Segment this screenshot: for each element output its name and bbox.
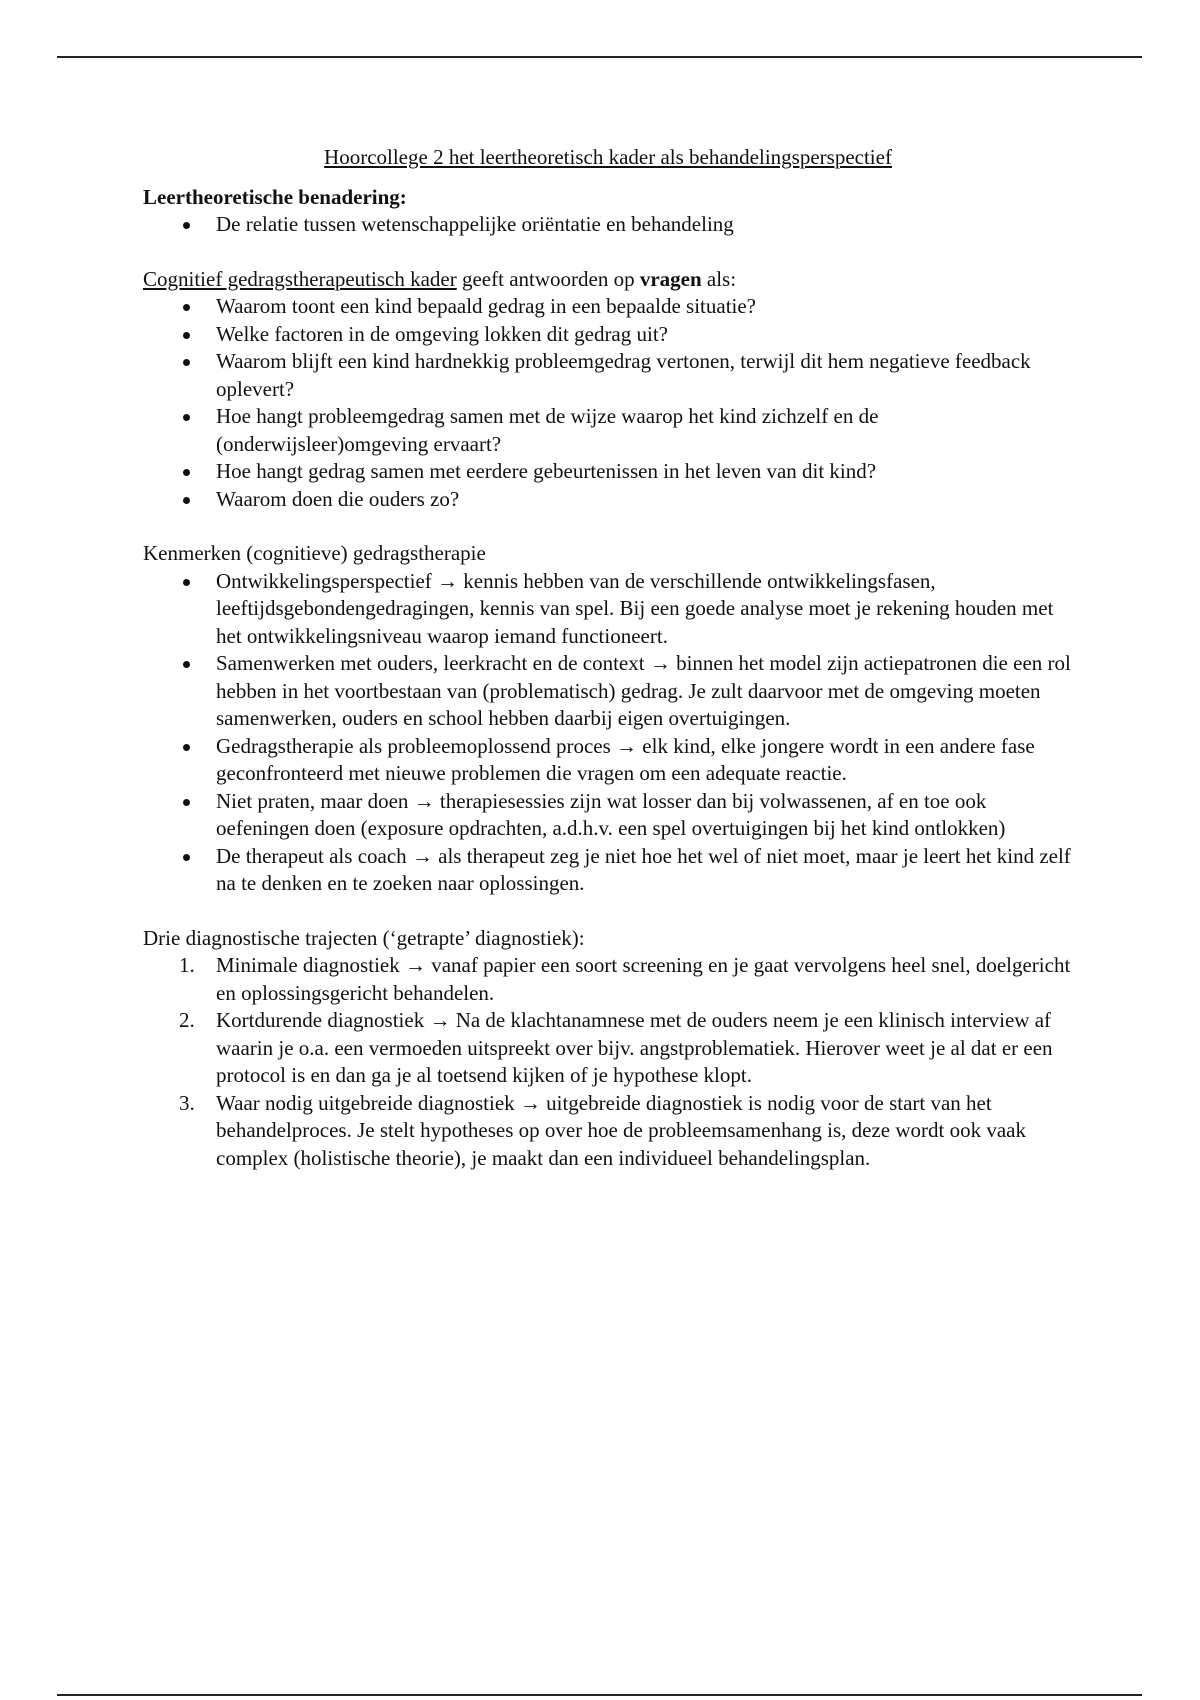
top-rule <box>57 56 1142 58</box>
section-cognitief-kader <box>143 266 1073 514</box>
list-item: Waarom doen die ouders zo? <box>143 486 1073 514</box>
list-item: De therapeut als coach → als therapeut zeg je niet hoe het wel of niet moet, maar je leert het kind zelf na te denken en te zoeken naar oplossingen. <box>143 843 1073 898</box>
section-intro <box>143 266 1073 294</box>
list-item: Ontwikkelingsperspectief → kennis hebben van de verschillende ontwikkelingsfasen, leeftijdsgebondengedragingen, kennis van spel. Bij een goede analyse moet je rekening houden met het ontwikkelingsniveau waarop iemand functioneert. <box>143 568 1073 651</box>
list-item <box>143 1007 1073 1090</box>
section-heading: Drie diagnostische trajecten (‘getrapte’ diagnostiek): <box>143 925 585 950</box>
list-item: Waarom toont een kind bepaald gedrag in een bepaalde situatie? <box>143 293 1073 321</box>
list-item: Niet praten, maar doen → therapiesessies zijn wat losser dan bij volwassenen, af en toe ook oefeningen doen (exposure opdrachten, a.d.h.v. een spel overtuigingen bij het kind ontlokken) <box>143 788 1073 843</box>
list-number: 2. <box>179 1008 195 1032</box>
list-text: Kortdurende diagnostiek → Na de klachtanamnese met de ouders neem je een klinisch interview af waarin je o.a. een vermoeden uitspreekt over bijv. angstproblematiek. Hierover weet je al dat er een protocol is en dan ga je al toetsend kijken of je hypothese klopt. <box>216 1008 1053 1087</box>
intro-end: als: <box>701 266 737 291</box>
list-item: Gedragstherapie als probleemoplossend proces → elk kind, elke jongere wordt in een andere fase geconfronteerd met nieuwe problemen die vragen om een adequate reactie. <box>143 733 1073 788</box>
section-heading: Leertheoretische benadering: <box>143 184 407 209</box>
list-item: Hoe hangt probleemgedrag samen met de wijze waarop het kind zichzelf en de (onderwijsleer)omgeving ervaart? <box>143 403 1073 458</box>
bullet-list <box>143 211 1073 239</box>
list-item <box>143 952 1073 1007</box>
list-item <box>143 1090 1073 1173</box>
list-item: De relatie tussen wetenschappelijke oriëntatie en behandeling <box>143 211 1073 239</box>
list-item: Hoe hangt gedrag samen met eerdere gebeurtenissen in het leven van dit kind? <box>143 458 1073 486</box>
bottom-rule <box>57 1694 1142 1696</box>
bullet-list <box>143 293 1073 513</box>
list-item: Waarom blijft een kind hardnekkig probleemgedrag vertonen, terwijl dit hem negatieve feedback oplevert? <box>143 348 1073 403</box>
document-body <box>143 144 1073 1199</box>
section-kenmerken <box>143 540 1073 898</box>
list-number: 3. <box>179 1090 195 1115</box>
intro-underlined: Cognitief gedragstherapeutisch kader <box>143 266 457 291</box>
document-title: Hoorcollege 2 het leertheoretisch kader als behandelingsperspectief <box>324 145 892 169</box>
list-text: Waar nodig uitgebreide diagnostiek → uitgebreide diagnostiek is nodig voor de start van het behandelproces. Je stelt hypotheses op over hoe de probleemsamenhang is, deze wordt ook vaak complex (holistische theorie), je maakt dan een individueel behandelingsplan. <box>216 1090 1026 1170</box>
list-text: Minimale diagnostiek → vanaf papier een soort screening en je gaat vervolgens heel snel, doelgericht en oplossingsgericht behandelen. <box>216 953 1071 1005</box>
list-item: Welke factoren in de omgeving lokken dit gedrag uit? <box>143 321 1073 349</box>
intro-mid: geeft antwoorden op <box>456 266 640 291</box>
section-heading: Kenmerken (cognitieve) gedragstherapie <box>143 541 486 565</box>
bullet-list <box>143 568 1073 898</box>
numbered-list <box>143 952 1073 1172</box>
intro-bold: vragen <box>639 266 702 291</box>
section-diagnostische-trajecten <box>143 925 1073 1173</box>
list-number: 1. <box>179 953 195 977</box>
section-leertheoretische-benadering <box>143 184 1073 239</box>
list-item: Samenwerken met ouders, leerkracht en de context → binnen het model zijn actiepatronen die een rol hebben in het voortbestaan van (problematisch) gedrag. Je zult daarvoor met de omgeving moeten samenwerken, ouders en school hebben daarbij eigen overtuigingen. <box>143 650 1073 733</box>
